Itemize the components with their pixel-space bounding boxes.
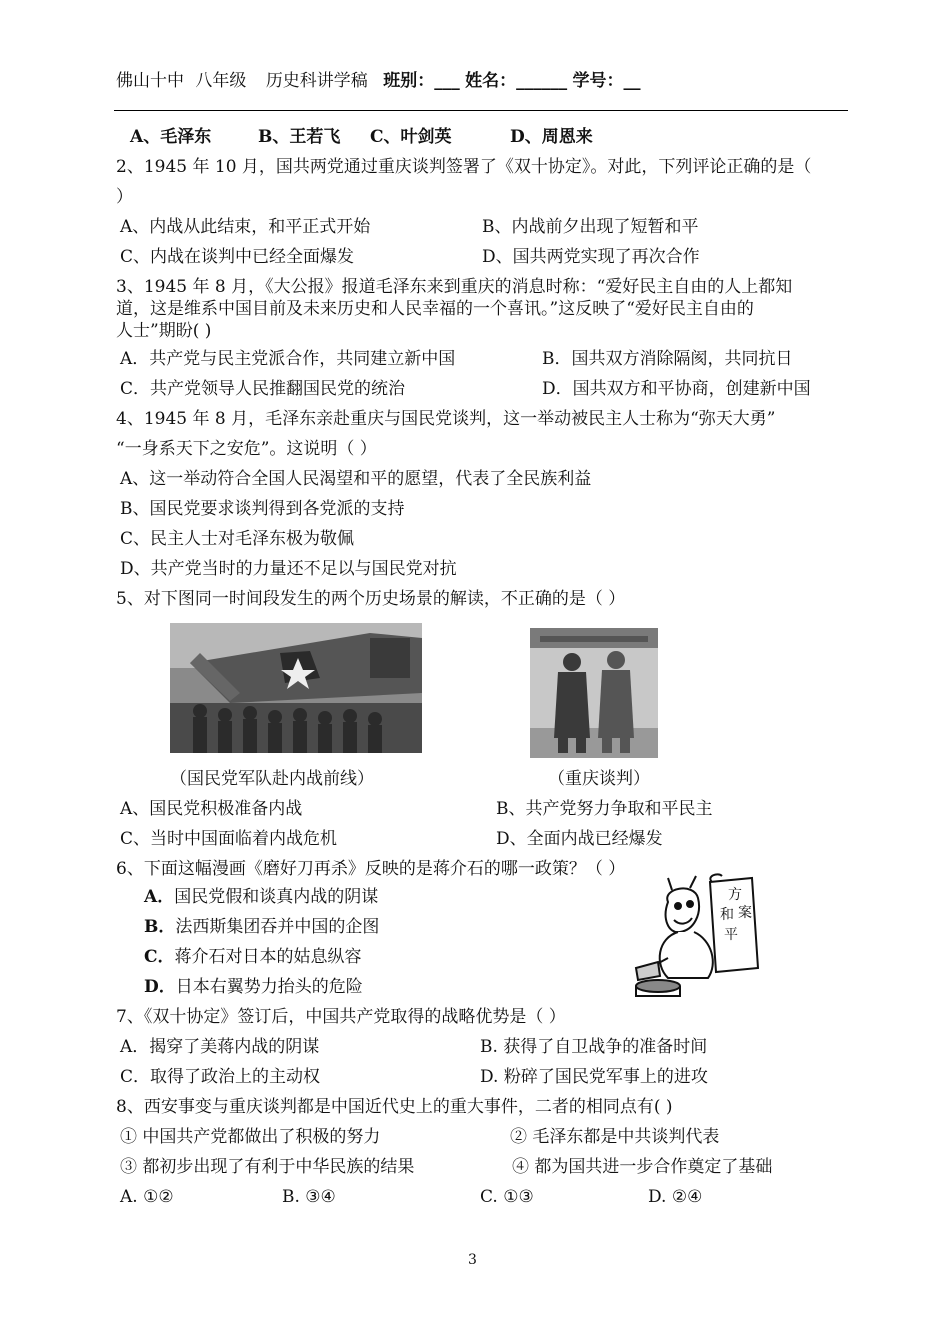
q8-option-b[interactable]: B. ③④ — [282, 1187, 336, 1207]
q4-stem-line1: 4、1945 年 8 月，毛泽东亲赴重庆与国民党谈判，这一举动被民主人士称为“弥天大勇” — [116, 409, 776, 429]
page-number: 3 — [468, 1252, 477, 1268]
q3-option-a[interactable]: A．共产党与民主党派合作，共同建立新中国 — [120, 349, 456, 369]
q1-option-c[interactable]: C、叶剑英 — [370, 127, 452, 147]
q4-option-b[interactable]: B、国民党要求谈判得到各党派的支持 — [120, 499, 405, 519]
q8-statement-3: ③ 都初步出现了有利于中华民族的结果 — [120, 1157, 415, 1177]
q5-caption-2: （重庆谈判） — [548, 769, 650, 789]
q4-option-a[interactable]: A、这一举动符合全国人民渴望和平的愿望，代表了全民族利益 — [120, 469, 592, 489]
q2-option-d[interactable]: D、国共两党实现了再次合作 — [482, 247, 700, 267]
q5-option-d[interactable]: D、全面内战已经爆发 — [496, 829, 663, 849]
student-id-field[interactable]: 学号：__ — [572, 71, 641, 91]
q5-option-b[interactable]: B、共产党努力争取和平民主 — [496, 799, 713, 819]
class-field[interactable]: 班别：___ — [383, 71, 460, 91]
q2-option-c[interactable]: C、内战在谈判中已经全面爆发 — [120, 247, 355, 267]
q8-statement-2: ② 毛泽东都是中共谈判代表 — [510, 1127, 720, 1147]
q3-option-d[interactable]: D．国共双方和平协商，创建新中国 — [542, 379, 811, 399]
q4-option-d[interactable]: D、共产党当时的力量还不足以与国民党对抗 — [120, 559, 457, 579]
q6-option-c[interactable]: C．蒋介石对日本的姑息纵容 — [144, 947, 362, 967]
q2-stem-line1: 2、1945 年 10 月，国共两党通过重庆谈判签署了《双十协定》。对此，下列评论正确的是（ — [116, 157, 812, 177]
cartoon-label-an: 案 — [738, 905, 752, 921]
q5-stem: 5、对下图同一时间段发生的两个历史场景的解读，不正确的是（ ） — [116, 589, 626, 609]
q6-option-a[interactable]: A．国民党假和谈真内战的阴谋 — [144, 887, 379, 907]
q6-option-b[interactable]: B．法西斯集团吞并中国的企图 — [144, 917, 380, 937]
name-field[interactable]: 姓名：______ — [465, 71, 568, 91]
q3-stem-line3: 人士”期盼( ) — [116, 321, 212, 341]
school-name: 佛山十中 — [116, 71, 184, 91]
q3-stem-line1: 3、1945 年 8 月，《大公报》报道毛泽东来到重庆的消息时称：“爱好民主自由的人上都知 — [116, 277, 793, 297]
q1-option-b[interactable]: B、王若飞 — [258, 127, 341, 147]
q7-stem: 7、《双十协定》签订后，中国共产党取得的战略优势是（ ） — [116, 1007, 566, 1027]
q4-stem-line2: “一身系天下之安危”。这说明（ ） — [116, 439, 377, 459]
cartoon-label-ping: 平 — [724, 927, 738, 943]
cartoon-label-he: 和 — [720, 907, 734, 923]
q8-option-d[interactable]: D. ②④ — [648, 1187, 703, 1207]
q8-statement-4: ④ 都为国共进一步合作奠定了基础 — [512, 1157, 773, 1177]
q1-option-d[interactable]: D、周恩来 — [510, 127, 593, 147]
q7-option-d[interactable]: D. 粉碎了国民党军事上的进攻 — [480, 1067, 708, 1087]
header-divider — [114, 110, 848, 111]
q2-option-a[interactable]: A、内战从此结束，和平正式开始 — [120, 217, 371, 237]
q6-option-d[interactable]: D．日本右翼势力抬头的危险 — [144, 977, 363, 997]
q7-option-b[interactable]: B. 获得了自卫战争的准备时间 — [480, 1037, 708, 1057]
subject: 历史科讲学稿 — [265, 71, 368, 91]
q5-option-c[interactable]: C、当时中国面临着内战危机 — [120, 829, 338, 849]
q6-stem: 6、下面这幅漫画《磨好刀再杀》反映的是蒋介石的哪一政策？（ ） — [116, 859, 626, 879]
cartoon-label-fang: 方 — [728, 887, 742, 903]
q2-option-b[interactable]: B、内战前夕出现了短暂和平 — [482, 217, 699, 237]
q8-statement-1: ① 中国共产党都做出了积极的努力 — [120, 1127, 381, 1147]
page-header — [116, 66, 641, 91]
q8-stem: 8、西安事变与重庆谈判都是中国近代史上的重大事件，二者的相同点有( ) — [116, 1097, 673, 1117]
q7-option-c[interactable]: C．取得了政治上的主动权 — [120, 1067, 321, 1087]
q8-option-c[interactable]: C. ①③ — [480, 1187, 534, 1207]
q3-option-b[interactable]: B．国共双方消除隔阂，共同抗日 — [542, 349, 793, 369]
q1-option-a[interactable]: A、毛泽东 — [130, 127, 212, 147]
q2-stem-line2: ） — [116, 187, 133, 207]
grade: 八年级 — [195, 71, 247, 91]
q4-option-c[interactable]: C、民主人士对毛泽东极为敬佩 — [120, 529, 355, 549]
q5-caption-1: （国民党军队赴内战前线） — [170, 769, 374, 789]
q3-option-c[interactable]: C．共产党领导人民推翻国民党的统治 — [120, 379, 406, 399]
q3-stem-line2: 道，这是维系中国目前及未来历史和人民幸福的一个喜讯。”这反映了“爱好民主自由的 — [116, 299, 754, 319]
cartoon-sharpen-knife — [628, 868, 780, 1008]
q8-option-a[interactable]: A. ①② — [120, 1187, 174, 1207]
photo-chongqing-negotiation — [530, 628, 658, 758]
q5-option-a[interactable]: A、国民党积极准备内战 — [120, 799, 303, 819]
photo-troops-plane — [170, 623, 422, 753]
q7-option-a[interactable]: A．揭穿了美蒋内战的阴谋 — [120, 1037, 320, 1057]
